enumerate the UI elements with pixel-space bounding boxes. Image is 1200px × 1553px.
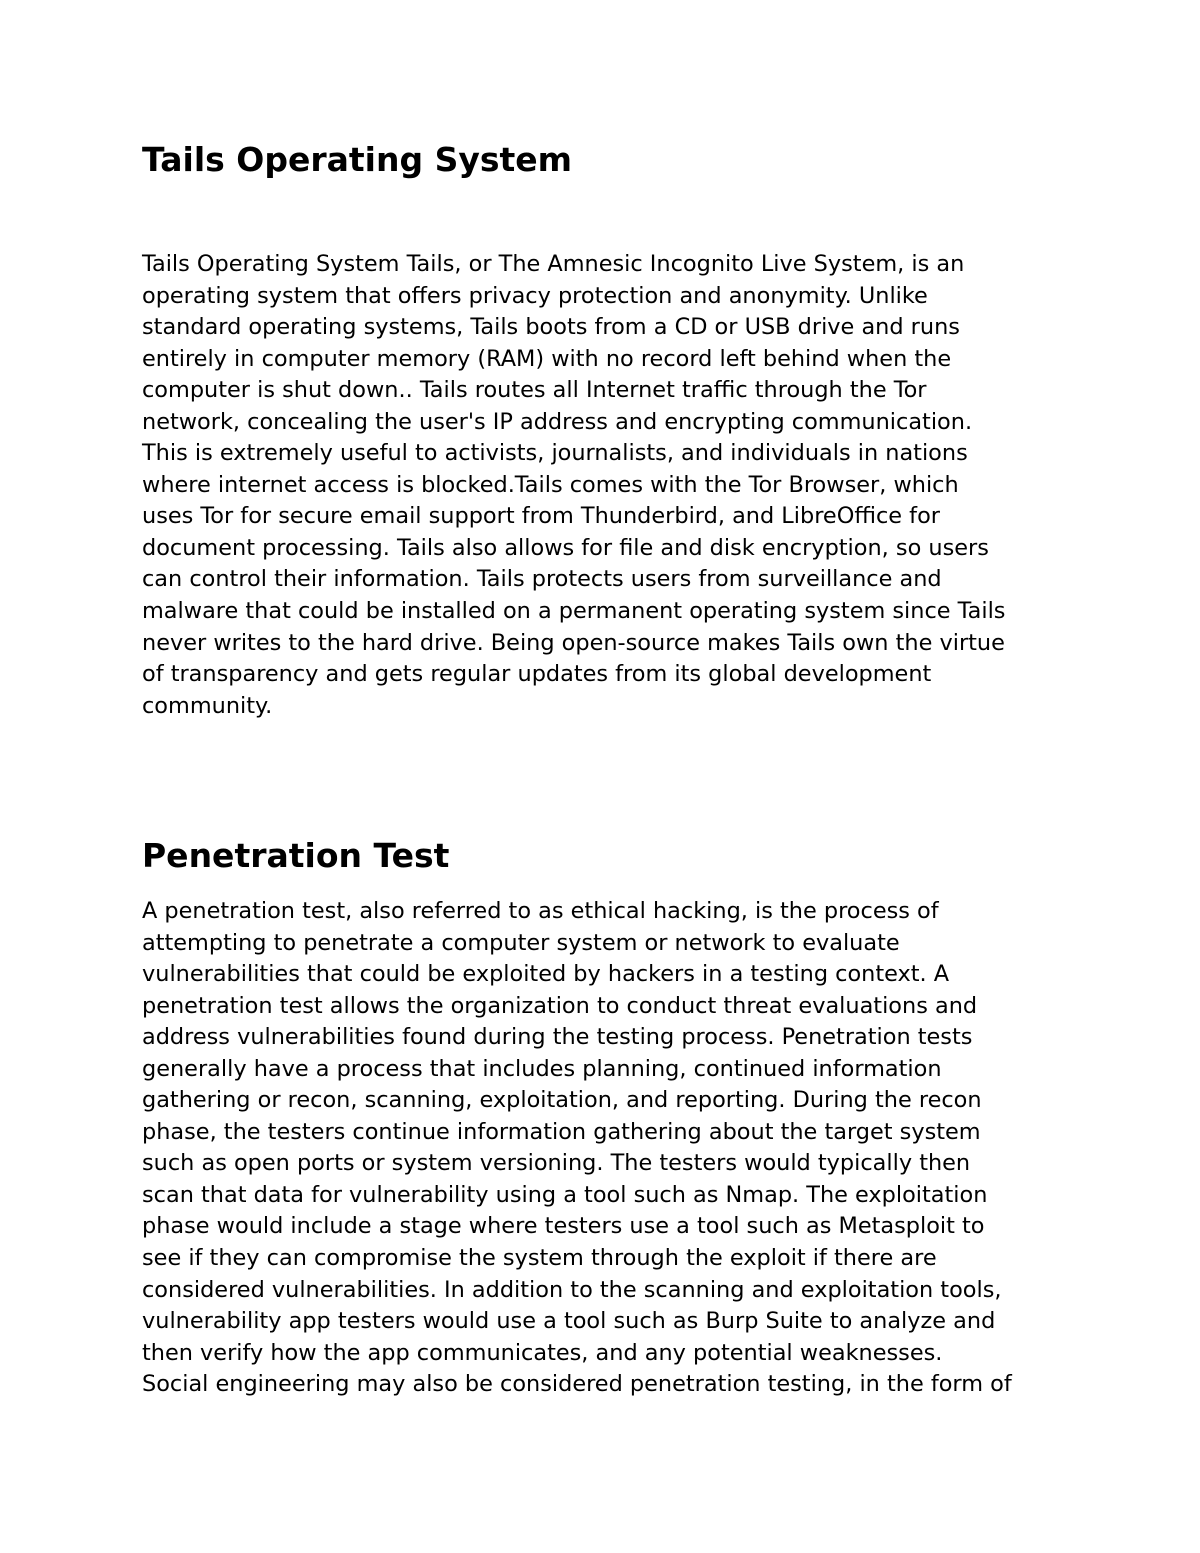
text-line: uses Tor for secure email support from Thunderbird, and LibreOffice for [142,503,940,530]
text-line: operating system that offers privacy protection and anonymity. Unlike [142,282,928,309]
text-line: Tails Operating System Tails, or The Amnesic Incognito Live System, is an [142,251,965,277]
text-line: penetration test allows the organization to conduct threat evaluations and [142,992,978,1019]
text-line: This is extremely useful to activists, journalists, and individuals in nations [142,440,968,467]
text-line: generally have a process that includes planning, continued information [142,1055,942,1082]
text-line: computer is shut down.. Tails routes all Internet traffic through the Tor [142,377,927,404]
text-line: Social engineering may also be considered penetration testing, in the form of [142,1371,1012,1398]
text-line: phase, the testers continue information gathering about the target system [142,1118,981,1145]
text-line: standard operating systems, Tails boots from a CD or USB drive and runs [142,314,960,341]
text-line: see if they can compromise the system through the exploit if there are [142,1245,937,1272]
section-body-penetration-test [142,896,1012,1401]
section-heading-tails: Tails Operating System [142,140,573,179]
text-line: attempting to penetrate a computer system or network to evaluate [142,929,900,956]
text-line: of transparency and gets regular updates from its global development [142,661,932,688]
text-line: phase would include a stage where testers use a tool such as Metasploit to [142,1213,985,1240]
section-body-tails [142,249,1005,722]
text-line: can control their information. Tails protects users from surveillance and [142,566,942,593]
text-line: network, concealing the user's IP address and encrypting communication. [142,408,973,435]
text-line: such as open ports or system versioning. The testers would typically then [142,1150,971,1177]
section-heading-penetration-test: Penetration Test [142,836,450,875]
text-line: community. [142,692,273,719]
text-line: address vulnerabilities found during the testing process. Penetration tests [142,1024,973,1051]
text-line: document processing. Tails also allows for file and disk encryption, so users [142,534,989,561]
text-line: gathering or recon, scanning, exploitation, and reporting. During the recon [142,1087,982,1114]
text-line: vulnerability app testers would use a tool such as Burp Suite to analyze and [142,1308,996,1335]
text-line: where internet access is blocked.Tails comes with the Tor Browser, which [142,471,959,498]
text-line: A penetration test, also referred to as ethical hacking, is the process of [142,898,939,924]
text-line: then verify how the app communicates, and any potential weaknesses. [142,1339,943,1366]
text-line: never writes to the hard drive. Being open-source makes Tails own the virtue [142,629,1005,656]
text-line: entirely in computer memory (RAM) with no record left behind when the [142,345,952,372]
text-line: considered vulnerabilities. In addition to the scanning and exploitation tools, [142,1276,1002,1303]
text-line: scan that data for vulnerability using a tool such as Nmap. The exploitation [142,1181,988,1208]
text-line: vulnerabilities that could be exploited by hackers in a testing context. A [142,961,950,988]
text-line: malware that could be installed on a permanent operating system since Tails [142,598,1006,625]
